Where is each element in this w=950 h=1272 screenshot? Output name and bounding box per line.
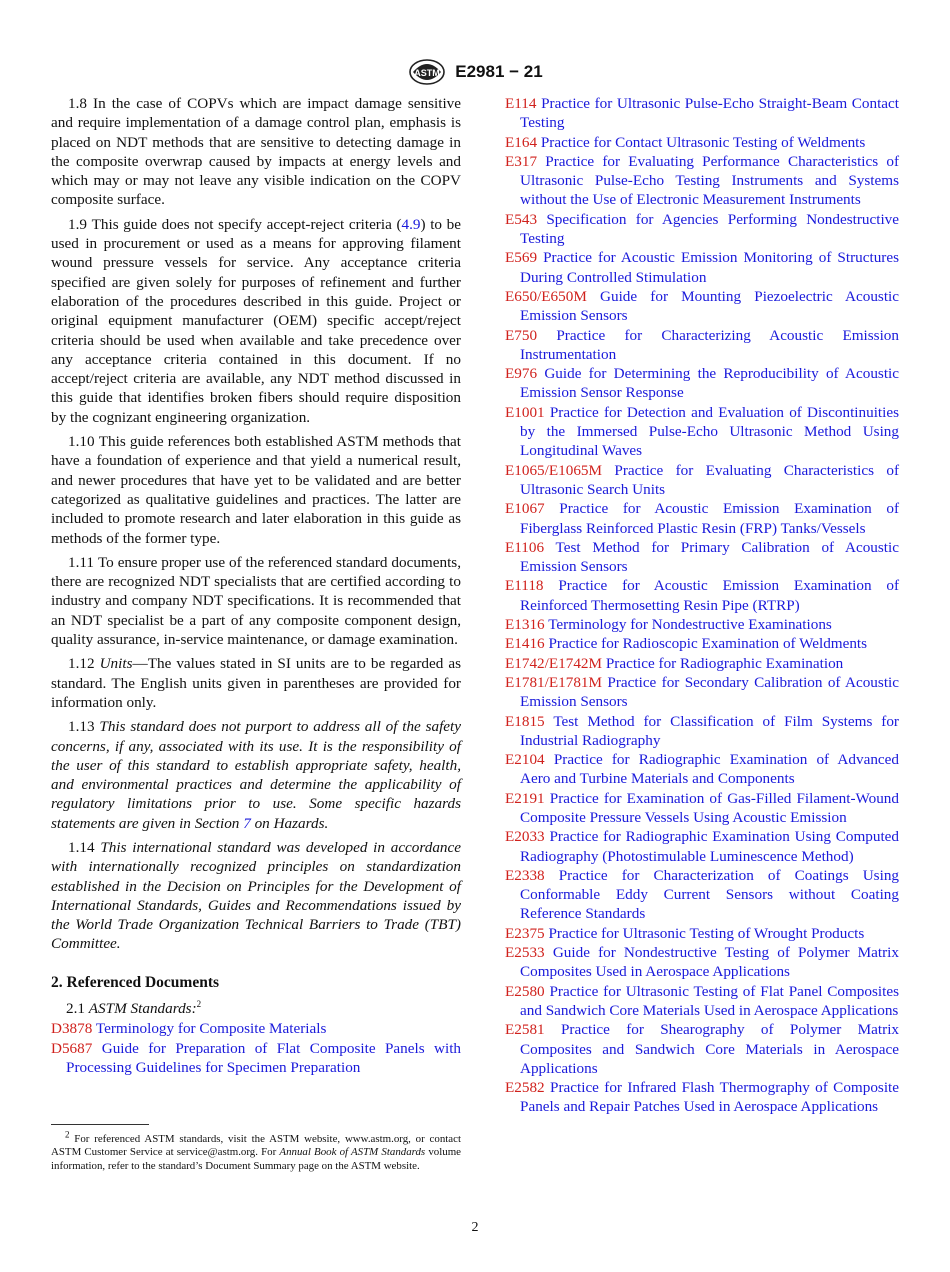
reference-code-link[interactable]: E569 [505, 249, 538, 267]
section-1-8: 1.8 In the case of COPVs which are impact damage sensitive and require implementation of a damage control plan, emphasis is placed on NDT methods that are sensitive to detecting damage in the composite overwrap caused by impacts at energy levels and which may or may not leave any visible indication on the COPV composite surface. [51, 95, 461, 209]
reference-item [505, 133, 899, 152]
right-column [505, 94, 899, 1117]
reference-code-link[interactable]: E1067 [505, 500, 545, 518]
reference-item [505, 538, 899, 577]
reference-title: Practice for Acoustic Emission Monitoring of Structures During Controlled Stimulation [520, 249, 899, 286]
svg-text:ASTM: ASTM [414, 68, 441, 78]
reference-item [505, 827, 899, 866]
reference-title: Practice for Infrared Flash Thermography of Composite Panels and Repair Patches Used in Aerospace Applications [520, 1079, 899, 1116]
reference-code-link[interactable]: E1316 [505, 616, 545, 634]
reference-code-link[interactable]: E2104 [505, 751, 545, 769]
reference-code-link[interactable]: D5687 [51, 1039, 93, 1057]
reference-code-link[interactable]: E1065/E1065M [505, 461, 603, 479]
reference-code-link[interactable]: E1781/E1781M [505, 673, 603, 691]
reference-item [505, 866, 899, 924]
page-number: 2 [471, 1220, 479, 1235]
reference-code-link[interactable]: D3878 [51, 1020, 93, 1038]
reference-item [505, 287, 899, 326]
reference-title: Test Method for Classification of Film Systems for Industrial Radiography [520, 712, 899, 749]
reference-title: Practice for Radiographic Examination of Advanced Aero and Turbine Materials and Components [520, 751, 899, 788]
reference-title: Terminology for Nondestructive Examinations [548, 616, 832, 634]
reference-title: Practice for Ultrasonic Testing of Wrought Products [548, 924, 865, 942]
reference-item [505, 364, 899, 403]
section-1-11: 1.11 To ensure proper use of the referenced standard documents, there are recognized NDT specialists that are certified according to industry and company NDT specifications. It is recommended that an NDT specialist be a part of any composite component design, quality assurance, in-service maintenance, or damage examination. [51, 553, 462, 649]
reference-code-link[interactable]: E2533 [505, 944, 545, 962]
reference-title: Guide for Nondestructive Testing of Polymer Matrix Composites Used in Aerospace Applications [520, 944, 899, 981]
footnote-divider [51, 1124, 149, 1125]
reference-item [51, 1019, 461, 1038]
reference-title: Practice for Evaluating Performance Characteristics of Ultrasonic Pulse-Echo Testing Instruments and Systems without the Use of Electronic Measurement Instruments [520, 152, 900, 209]
reference-title: Practice for Characterizing Acoustic Emission Instrumentation [520, 326, 899, 363]
reference-title: Test Method for Primary Calibration of Acoustic Emission Sensors [520, 538, 899, 576]
reference-title: Practice for Evaluating Characteristics of Ultrasonic Search Units [520, 461, 900, 498]
reference-item [505, 634, 899, 653]
reference-title: Guide for Determining the Reproducibility of Acoustic Emission Sensor Response [520, 365, 900, 402]
reference-code-link[interactable]: E1815 [505, 712, 545, 730]
reference-title: Guide for Preparation of Flat Composite Panels with Processing Guidelines for Specimen Preparation [66, 1039, 462, 1076]
reference-code-link[interactable]: E2582 [505, 1079, 545, 1097]
reference-code-link[interactable]: E1118 [505, 577, 544, 595]
reference-item [51, 1039, 461, 1078]
reference-item [505, 499, 899, 538]
left-reference-list [51, 1019, 461, 1077]
reference-code-link[interactable]: E976 [505, 365, 538, 383]
reference-code-link[interactable]: E1001 [505, 403, 545, 421]
astm-logo-icon [407, 58, 447, 86]
section-1-12: 1.12 Units—The values stated in SI units are to be regarded as standard. The English units given in parentheses are provided for information only. [51, 655, 461, 711]
reference-code-link[interactable]: E750 [505, 326, 538, 344]
reference-item [505, 943, 899, 982]
reference-title: Practice for Ultrasonic Testing of Flat Panel Composites and Sandwich Core Materials Used in Aerospace Applications [520, 982, 899, 1019]
reference-code-link[interactable]: E164 [505, 133, 538, 151]
reference-title: Practice for Detection and Evaluation of Discontinuities by the Immersed Pulse-Echo Ultrasonic Method Using Longitudinal Waves [520, 403, 899, 460]
reference-item [505, 924, 899, 943]
reference-item [505, 210, 899, 249]
reference-code-link[interactable]: E2033 [505, 828, 545, 846]
section-1-9: 1.9 This guide does not specify accept-reject criteria (4.9) to be used in procurement or used as a means for approving filament wound pressure vessels for service. Any acceptance criteria specified are given solely for purposes of refinement and further elaboration of the procedures described in this guide. Project or original equipment manufacturer (OEM) specific accept/reject criteria should be used when available and take precedence over any acceptance criteria contained in this document. If no accept/reject criteria are available, any NDT method discussed in this guide that identifies broken fibers should require disposition by the cognizant engineering organization. [51, 215, 461, 426]
reference-code-link[interactable]: E114 [505, 95, 537, 112]
section-1-13: 1.13 This standard does not purport to address all of the safety concerns, if any, associated with its use. It is the responsibility of the user of this standard to establish appropriate safety, health, and environmental practices and determine the applicability of regulatory limitations prior to use. Some specific hazards statements are given in Section 7 on Hazards. [51, 718, 462, 832]
section-2-1: 2.1 ASTM Standards:$^2$ [66, 999, 202, 1018]
section-2-heading: 2. Referenced Documents [51, 973, 220, 991]
reference-code-link[interactable]: E2581 [505, 1021, 545, 1039]
reference-item [505, 654, 899, 673]
reference-code-link[interactable]: E2338 [505, 866, 545, 884]
reference-item [505, 1078, 899, 1117]
reference-item [505, 403, 899, 461]
standard-designation: E2981 − 21 [455, 62, 543, 81]
reference-item [505, 152, 899, 210]
section-1-10: 1.10 This guide references both established ASTM methods that have a foundation of experience and that yield a numerical result, and newer procedures that have yet to be validated and are better categorized as qualitative guidelines and practices. The latter are included to promote research and later elaboration in this guide as methods of the former type. [51, 433, 461, 547]
reference-item [505, 750, 899, 789]
reference-item [505, 248, 899, 287]
reference-title: Practice for Secondary Calibration of Acoustic Emission Sensors [520, 673, 899, 711]
reference-item [505, 982, 899, 1021]
reference-code-link[interactable]: E543 [505, 210, 538, 228]
reference-title: Practice for Acoustic Emission Examination of Reinforced Thermosetting Resin Pipe (RTRP) [520, 577, 900, 614]
reference-title: Practice for Radiographic Examination [605, 654, 844, 672]
reference-item [505, 789, 899, 828]
xref-4-9-link[interactable]: 4.9 [401, 215, 421, 233]
reference-code-link[interactable]: E1742/E1742M [505, 654, 603, 672]
reference-title: Specification for Agencies Performing Nondestructive Testing [520, 210, 900, 248]
reference-title: Practice for Radiographic Examination Using Computed Radiography (Photostimulable Luminescence Method) [520, 828, 900, 865]
right-reference-list [505, 94, 899, 1117]
reference-item [505, 712, 899, 751]
section-1-14: 1.14 This international standard was developed in accordance with internationally recognized principles on standardization established in the Decision on Principles for the Development of International Standards, Guides and Recommendations issued by the World Trade Organization Technical Barriers to Trade (TBT) Committee. [51, 838, 461, 953]
reference-item [505, 1020, 899, 1078]
reference-title: Practice for Examination of Gas-Filled Filament-Wound Composite Pressure Vessels Using Acoustic Emission [520, 789, 899, 826]
reference-code-link[interactable]: E1106 [505, 538, 545, 556]
xref-section-7-link[interactable]: 7 [243, 814, 251, 832]
left-column [51, 94, 461, 1077]
reference-code-link[interactable]: E2375 [505, 924, 545, 942]
reference-item [505, 461, 899, 500]
reference-code-link[interactable]: E2191 [505, 789, 545, 807]
reference-code-link[interactable]: E650/E650M [505, 287, 587, 305]
reference-code-link[interactable]: E1416 [505, 635, 545, 653]
reference-code-link[interactable]: E2580 [505, 982, 545, 1000]
reference-title: Guide for Mounting Piezoelectric Acoustic Emission Sensors [520, 287, 899, 325]
reference-title: Practice for Radioscopic Examination of Weldments [548, 635, 868, 653]
reference-title: Practice for Contact Ultrasonic Testing of Weldments [540, 133, 866, 151]
reference-title: Practice for Ultrasonic Pulse-Echo Straight-Beam Contact Testing [520, 95, 899, 132]
reference-item [505, 326, 899, 365]
reference-item [505, 673, 899, 712]
reference-title: Practice for Characterization of Coatings Using Conformable Eddy Current Sensors without Coating Reference Standards [520, 866, 900, 923]
reference-code-link[interactable]: E317 [505, 152, 538, 170]
reference-item [505, 94, 899, 133]
reference-title: Practice for Shearography of Polymer Matrix Composites and Sandwich Core Materials in Aerospace Applications [520, 1021, 900, 1077]
reference-item [505, 615, 899, 634]
reference-title: Practice for Acoustic Emission Examination of Fiberglass Reinforced Plastic Resin (FRP) Tanks/Vessels [520, 500, 900, 537]
page-header [0, 58, 950, 86]
reference-item [505, 576, 899, 615]
reference-title: Terminology for Composite Materials [95, 1020, 327, 1038]
footnote: $^2$ For referenced ASTM standards, visit the ASTM website, www.astm.org, or contact ASTM Customer Service at service@astm.org. For Annual Book of ASTM Standards volume information, refer to the standard’s Document Summary page on the ASTM website. [51, 1129, 461, 1172]
